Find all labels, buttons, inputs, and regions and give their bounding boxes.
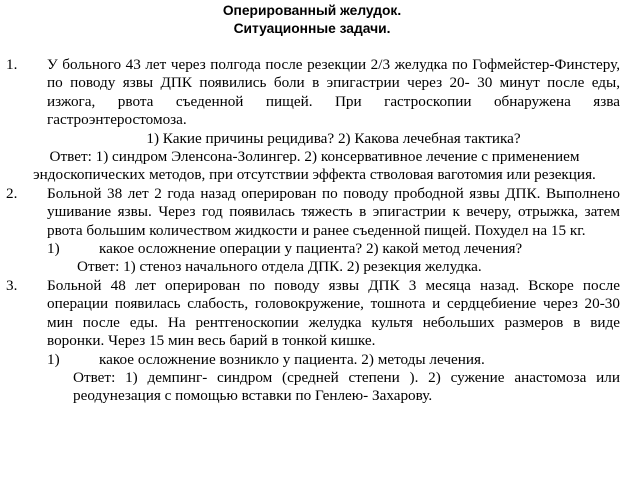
task-answer: Ответ: 1) демпинг- синдром (средней степени ). 2) сужение анастомоза или реодунезация с помощью вставки по Генлею- Захарову. <box>73 368 620 405</box>
question-text: какое осложнение возникло у пациента. 2) методы лечения. <box>99 350 485 368</box>
task-3 <box>0 277 624 406</box>
question-number: 1) <box>47 350 60 368</box>
task-text: Больной 48 лет оперирован по поводу язвы ДПК 3 месяца назад. Вскоре после операции появилась слабость, головокружение, тошнота и сердцебиение через 20-30 мин после еды. На рентгеноскопии желудка культя небольших размеров в виде воронки. Через 15 мин весь барий в тонкой кишке. <box>47 276 620 350</box>
task-1 <box>0 56 624 185</box>
title-line-2: Ситуационные задачи. <box>233 21 391 36</box>
task-answer: Ответ: 1) синдром Эленсона-Золингер. 2) консервативное лечение с применением эндоскопических методов, при отсутствии эффекта стволовая ваготомия или резекция. <box>33 148 596 184</box>
task-question: 1) Какие причины рецидива? 2) Какова лечебная тактика? <box>146 129 521 147</box>
task-2 <box>0 185 624 277</box>
title-line-1: Оперированный желудок. <box>222 3 402 18</box>
task-text: Больной 38 лет 2 года назад оперирован по поводу прободной язвы ДПК. Выполнено ушивание язвы. Через год появилась тяжесть в эпигастрии к вечеру, отрыжка, затем рвота большим количеством жидкости и ранее съеденной пищей. Похудел на 15 кг. <box>47 184 620 239</box>
question-number: 1) <box>47 240 60 258</box>
document-title <box>0 2 624 38</box>
task-number: 2. <box>6 184 18 202</box>
task-number: 1. <box>6 56 18 73</box>
task-number: 3. <box>6 276 18 294</box>
task-answer: Ответ: 1) стеноз начального отдела ДПК. 2) резекция желудка. <box>77 258 482 276</box>
task-question <box>47 240 620 258</box>
task-list <box>0 56 624 406</box>
question-text: какое осложнение операции у пациента? 2) какой метод лечения? <box>99 240 523 258</box>
task-text: У больного 43 лет через полгода после резекции 2/3 желудка по Гофмейстер-Финстеру, по поводу язвы ДПК появились боли в эпигастрии через 20- 30 минут после еды, изжога, рвота съеденной пищей. При гастроскопии обнаружена язва гастроэнтеростомоза. <box>47 56 620 129</box>
task-question <box>47 351 620 369</box>
